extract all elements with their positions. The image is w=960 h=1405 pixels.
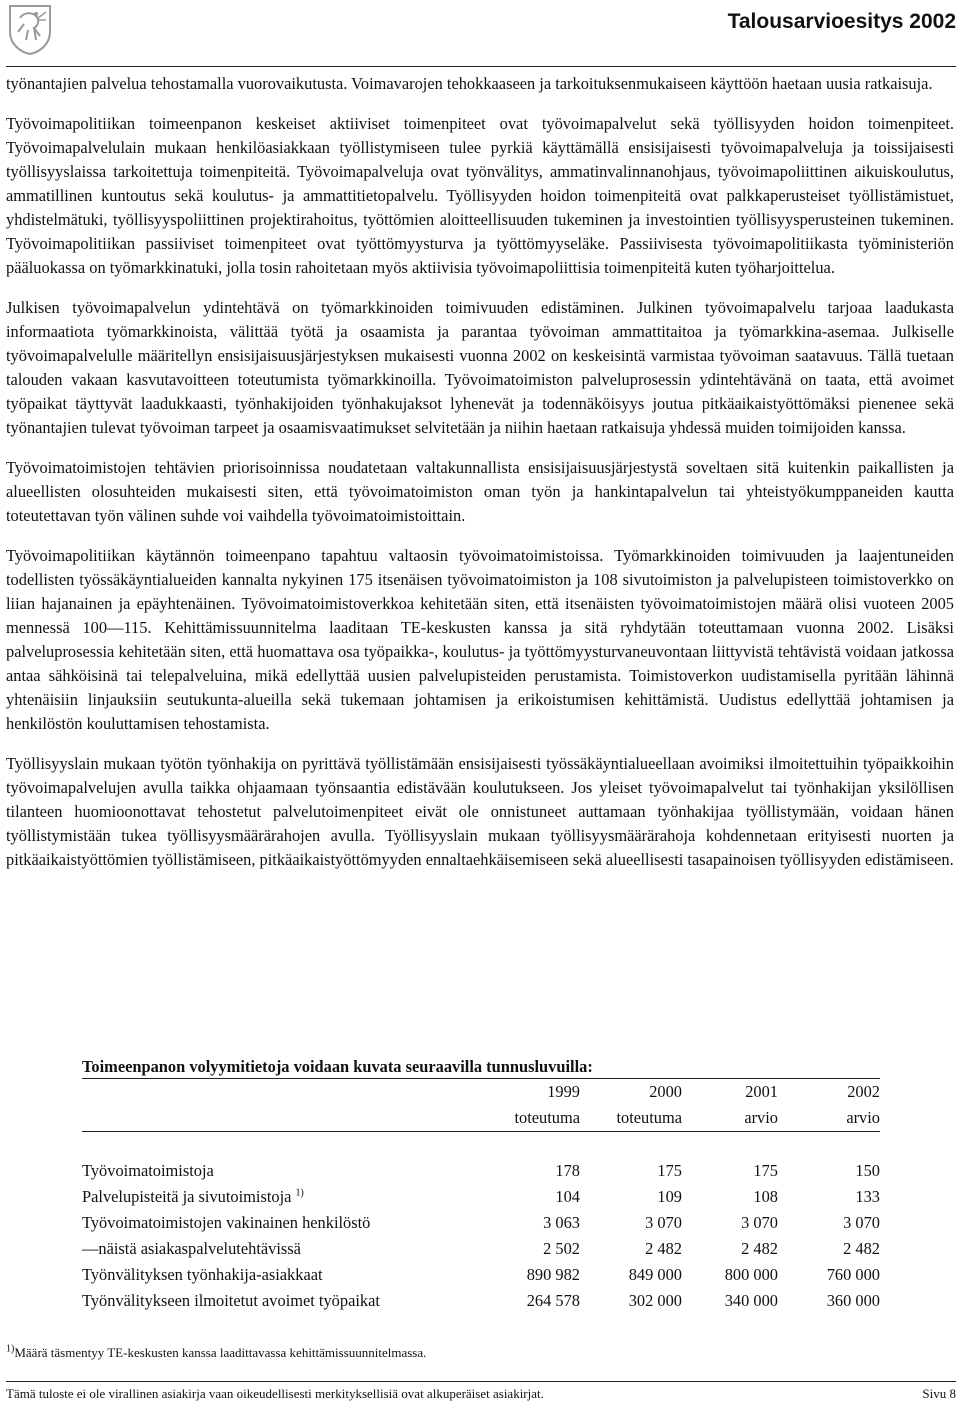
footer-divider [6,1381,956,1382]
table-cell: 360 000 [826,1291,880,1310]
volume-table [82,1057,880,1314]
row-label: Työnvälitykseen ilmoitetut avoimet työpaikat [82,1291,380,1310]
table-cell: 133 [855,1187,880,1206]
table-cell: 178 [555,1161,580,1180]
table-cell: 3 070 [741,1213,778,1232]
table-cell: 104 [555,1187,580,1206]
page-number: Sivu 8 [922,1386,956,1401]
table-cell: 175 [753,1161,778,1180]
year-header: 2001 [745,1082,778,1101]
table-cell: 3 070 [645,1213,682,1232]
paragraph: Työvoimatoimistojen tehtävien priorisoinnissa noudatetaan valtakunnallista ensisijaisuusjärjestystä soveltaen sitä kuitenkin paikallisten ja alueellisten olosuhteiden mukaisesti siten, että työvoimatoimiston oman työn ja hankintapalvelun tai yhteistyökumppaneiden kautta toteutettavan työn välinen suhde voi vaihdella työvoimatoimistoittain. [6,458,954,525]
table-cell: 3 070 [843,1213,880,1232]
paragraph: Julkisen työvoimapalvelun ydintehtävä on työmarkkinoiden toimivuuden edistäminen. Julkinen työvoimapalvelu tarjoaa laadukasta informaatiota työmarkkinoista, välittää työtä ja osaamista ja parantaa työvoiman ammattitaitoa ja työmarkkina-asemaa. Julkiselle työvoimapalvelulle määritellyn ensisijaisuusjärjestyksen mukaisesti vuonna 2002 on keskeisintä varmistaa työvoiman saatavuus. Tällä tuetaan talouden vakaan kasvutavoitteen toteutumista työmarkkinoilla. Työvoimatoimiston palveluprosessin ydintehtävänä on taata, että avoimet työpaikat täyttyvät laadukkaasti, työnhakijoiden työnhakujaksot lyhenevät ja todennäköisyys joutua pitkäaikaistyöttömäksi pienenee sekä työnantajien tulevat työvoiman tarpeet ja osaamisvaatimukset selvitetään ja niihin haetaan ratkaisuja yhdessä muiden toimijoiden kanssa. [6,298,954,437]
table-kind-row [82,1105,880,1132]
table-caption: Toimeenpanon volyymitietoja voidaan kuvata seuraavilla tunnusluvuilla: [82,1057,880,1079]
footnote-text: Määrä täsmentyy TE-keskusten kanssa laadittavassa kehittämissuunnitelmassa. [14,1345,427,1360]
table-cell: 3 063 [543,1213,580,1232]
table-year-row [82,1079,880,1105]
table-cell: 108 [753,1187,778,1206]
paragraph: työnantajien palvelua tehostamalla vuorovaikutusta. Voimavarojen tehokkaaseen ja tarkoituksenmukaiseen käyttöön haetaan uusia ratkaisuja. [6,74,933,93]
year-header: 2000 [649,1082,682,1101]
row-label: Työnvälityksen työnhakija-asiakkaat [82,1265,323,1284]
table-cell: 150 [855,1161,880,1180]
document-title: Talousarvioesitys 2002 [727,10,956,33]
table-cell: 340 000 [724,1291,778,1310]
coat-of-arms-logo-icon [6,2,54,56]
table-cell: 2 482 [645,1239,682,1258]
table-cell: 302 000 [628,1291,682,1310]
table-row [82,1236,880,1262]
footnote [6,1345,426,1361]
table-row [82,1184,880,1210]
footer-disclaimer: Tämä tuloste ei ole virallinen asiakirja vaan oikeudellisesti merkityksellisiä ovat alkuperäiset asiakirjat. [6,1386,544,1401]
paragraph: Työllisyyslain mukaan työtön työnhakija on pyrittävä työllistämään ensisijaisesti työssäkäyntialueellaan avoimiksi ilmoitettuihin työpaikkoihin työvoimapalvelujen avulla taikka ohjaamaan työnsaantia edistävään koulutukseen. Jos yleiset työvoimapalvelut tai työnhakijan yksilöllisen tilanteen huomioonottavat tehostetut palvelutoimenpiteet eivät ole onnistuneet auttamaan työnhakijaa työllistymään, voidaan hänen työllistymistään tukea työllisyysmäärärahojen avulla. Työllisyyslain mukaan työllisyysmäärärahoja kohdennetaan erityisesti nuorten ja pitkäaikaistyöttömien työllistämiseen, pitkäaikaistyöttömyyden ennaltaehkäisemiseen sekä alueellisesti tasapainoisen työllisyyden edistämiseen. [6,754,954,869]
footnote-marker: 1) [6,1343,15,1355]
table-cell: 890 982 [526,1265,580,1284]
table-cell: 175 [657,1161,682,1180]
table-cell: 849 000 [628,1265,682,1284]
table-cell: 800 000 [724,1265,778,1284]
year-header: 1999 [547,1082,580,1101]
header-divider [6,66,956,67]
table-cell: 760 000 [826,1265,880,1284]
document-body [6,72,954,888]
paragraph: Työvoimapolitiikan toimeenpanon keskeiset aktiiviset toimenpiteet ovat työvoimapalvelut sekä työllisyyden hoidon toimenpiteet. Työvoimapalvelulain mukaan henkilöasiakkaan työllistymiseen tulee pyrkiä käyttämällä ensisijaisesti työvoimapalveluja ja toissijaisesti työllisyyslaissa tarkoitettuja toimenpiteitä. Työvoimapalveluja ovat työnvälitys, ammatinvalinnanohjaus, työvoimapoliittinen aikuiskoulutus, ammatillinen kuntoutus sekä koulutus- ja ammattitietopalvelu. Työllisyyden hoidon toimenpiteitä ovat palkkaperusteiset työllistämistuet, yhdistelmätuki, työllisyyspoliittinen projektirahoitus, työttömien aloitteellisuuden tukeminen ja investointien työllisyysperusteinen tukeminen. Työvoimapolitiikan passiiviset toimenpiteet ovat työttömyysturva ja työttömyyseläke. Passiivisesta työvoimapolitiikasta työministeriön pääluokassa on työmarkkinatuki, jolla tosin rahoitetaan myös aktiivisia työvoimapoliittisia toimenpiteitä kuten työharjoittelua. [6,114,954,277]
year-header: 2002 [847,1082,880,1101]
row-label: Palvelupisteitä ja sivutoimistoja [82,1187,292,1206]
kind-header: toteutuma [580,1105,682,1132]
table-row [82,1210,880,1236]
table-cell: 2 482 [741,1239,778,1258]
kind-header: arvio [682,1105,778,1132]
table-cell: 2 482 [843,1239,880,1258]
paragraph: Työvoimapolitiikan käytännön toimeenpano tapahtuu valtaosin työvoimatoimistoissa. Työmarkkinoiden toimivuuden ja laajentuneiden todellisten työssäkäyntialueiden kannalta nykyinen 175 itsenäisen työvoimatoimiston ja 108 sivutoimiston ja palvelupisteen toimistoverkko on liian hajanainen ja epäyhtenäinen. Työvoimatoimistoverkkoa kehitetään siten, että itsenäisten työvoimatoimistojen määrä olisi vuoteen 2005 mennessä 100—115. Kehittämissuunnitelma laaditaan TE-keskusten kanssa ja sitä ryhdytään toteuttamaan vuonna 2002. Lisäksi palveluprosessia kehitetään siten, että huomattava osa työpaikka-, koulutus- ja työttömyysturvaneuvontaan liittyvistä tehtävistä voidaan jatkossa antaa sähköisinä tai telepalveluina, mikä edellyttää uusien palvelupisteiden perustamista. Toimistoverkon uudistamisella pyritään lähinnä yhtenäisiin linjauksiin seutukunta-alueilla sekä tukemaan johtamisen ja erikoistumisen kehittämistä. Uudistus edellyttää johtamisen ja henkilöstön kouluttamisen tehostamista. [6,546,954,733]
table-cell: 2 502 [543,1239,580,1258]
table-row [82,1262,880,1288]
table-cell: 109 [657,1187,682,1206]
row-label: Työvoimatoimistoja [82,1161,214,1180]
kind-header: arvio [778,1105,880,1132]
table-cell: 264 578 [526,1291,580,1310]
row-label: —näistä asiakaspalvelutehtävissä [82,1239,301,1258]
kind-header: toteutuma [482,1105,580,1132]
table-row [82,1288,880,1314]
row-label: Työvoimatoimistojen vakinainen henkilöstö [82,1213,371,1232]
footnote-marker: 1) [295,1187,304,1199]
table-row [82,1158,880,1184]
